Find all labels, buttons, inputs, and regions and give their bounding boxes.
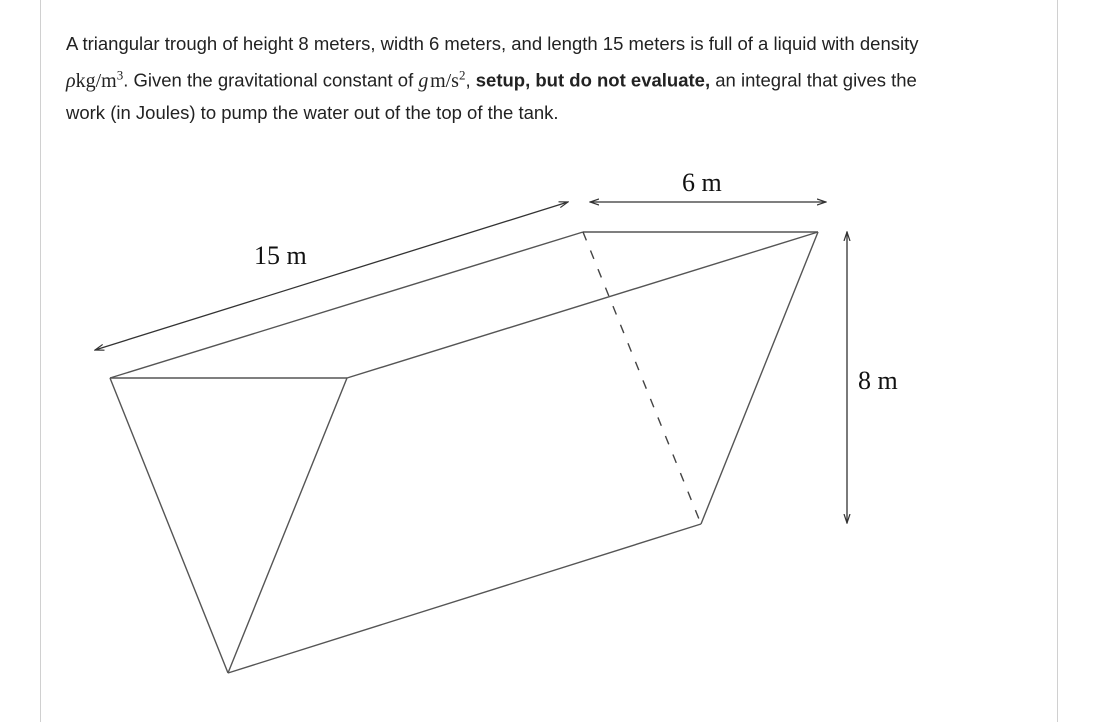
rho-symbol: ρ — [66, 69, 76, 92]
comma-text: , — [465, 69, 476, 91]
height-label: 8 m — [858, 366, 898, 395]
bold-instruction: setup, but do not evaluate, — [475, 69, 711, 91]
given-text: . Given the gravitational constant of — [123, 69, 419, 91]
accel-exponent: 2 — [458, 67, 466, 82]
back-right-edge — [701, 232, 818, 524]
length-label: 15 m — [254, 241, 307, 270]
front-left-edge — [110, 378, 228, 673]
accel-unit: m/s — [430, 69, 459, 92]
density-exponent: 3 — [116, 67, 124, 82]
hidden-back-edge — [583, 232, 701, 524]
problem-line-1: A triangular trough of height 8 meters, width 6 meters, and length 15 meters is full of a liquid with density — [66, 33, 919, 54]
front-right-edge — [228, 378, 347, 673]
problem-line-3: work (in Joules) to pump the water out of the top of the tank. — [66, 101, 559, 123]
length-dimension-arrow — [95, 202, 568, 350]
g-symbol: g — [418, 69, 429, 92]
width-label: 6 m — [682, 168, 722, 197]
top-near-edge — [347, 232, 818, 378]
top-far-edge — [110, 232, 583, 378]
density-unit: kg/m — [75, 69, 117, 92]
bottom-edge — [228, 524, 701, 673]
problem-line-2-rest: an integral that gives the — [710, 69, 917, 91]
